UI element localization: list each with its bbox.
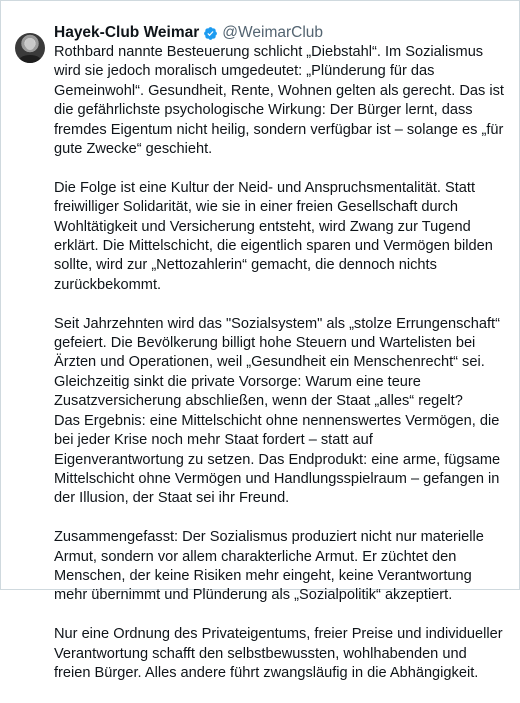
post-paragraph: Zusammengefasst: Der Sozialismus produziert nicht nur materielle Armut, sondern vor allem charakterliche Armut. Er züchtet den Menschen, der keine Risiken mehr eingeht, keine Verantwortung mehr übernimmt und Plünderung als „Sozialpolitik“ akzeptiert. bbox=[54, 529, 484, 604]
post-paragraph: Die Folge ist eine Kultur der Neid- und Anspruchsmentalität. Statt freiwilliger Solidarität, wie sie in einer freien Gesellschaft durch Wohltätigkeit und Versicherung entsteht, wird Zwang zur Tugend erklärt. Die Mittelschicht, die eigentlich sparen und Vermögen bilden sollte, wird zur „Nettozahlerin“ gemacht, die dennoch nichts zurückbekommt. bbox=[54, 179, 493, 293]
post-paragraph: Seit Jahrzehnten wird das "Sozialsystem" als „stolze Errungenschaft“ gefeiert. Die Bevölkerung billigt hohe Steuern und Wartelisten bei Ärzten und Operationen, weil „Gesundheit ein Menschenrecht“ sei. Gleichzeitig sinkt die private Vorsorge: Warum eine teure Zusatzversicherung abschließen, wenn der Staat „alles“ regelt? bbox=[54, 315, 500, 410]
author-handle[interactable]: @WeimarClub bbox=[222, 24, 324, 41]
avatar-shoulders bbox=[18, 55, 42, 63]
post-paragraph: Rothbard nannte Besteuerung schlicht „Diebstahl“. Im Sozialismus wird sie jedoch moralisch umgedeutet: „Plünderung für das Gemeinwohl“. Gesundheit, Rente, Wohnen gelten als gerecht. Das ist die gefährlichste psychologische Wirkung: Der Bürger lernt, dass fremdes Eigentum nicht heilig, sondern verfügbar ist – solange es „für gute Zwecke“ geschieht. bbox=[54, 44, 504, 158]
author-name[interactable]: Hayek-Club Weimar bbox=[54, 24, 200, 41]
post-text bbox=[54, 43, 505, 683]
post-paragraph: Das Ergebnis: eine Mittelschicht ohne nennenswertes Vermögen, die bei jeder Krise noch mehr Staat fordert – statt auf Eigenverantwortung zu setzen. Das Endprodukt: eine arme, fügsame Mittelschicht ohne Vermögen und Handlungsspielraum – gefangen in der Illusion, der Staat sei ihr Freund. bbox=[54, 412, 501, 507]
avatar-face bbox=[25, 38, 35, 50]
post-paragraph: Nur eine Ordnung des Privateigentums, freier Preise und individueller Verantwortung schafft den selbstbewussten, wohlhabenden und freien Bürger. Alles andere führt zwangsläufig in die Abhängigkeit. bbox=[54, 626, 503, 681]
post-row bbox=[15, 23, 505, 703]
verified-badge-icon bbox=[203, 26, 218, 41]
post-content bbox=[54, 23, 505, 703]
avatar[interactable] bbox=[15, 33, 45, 63]
post-header bbox=[54, 23, 505, 43]
